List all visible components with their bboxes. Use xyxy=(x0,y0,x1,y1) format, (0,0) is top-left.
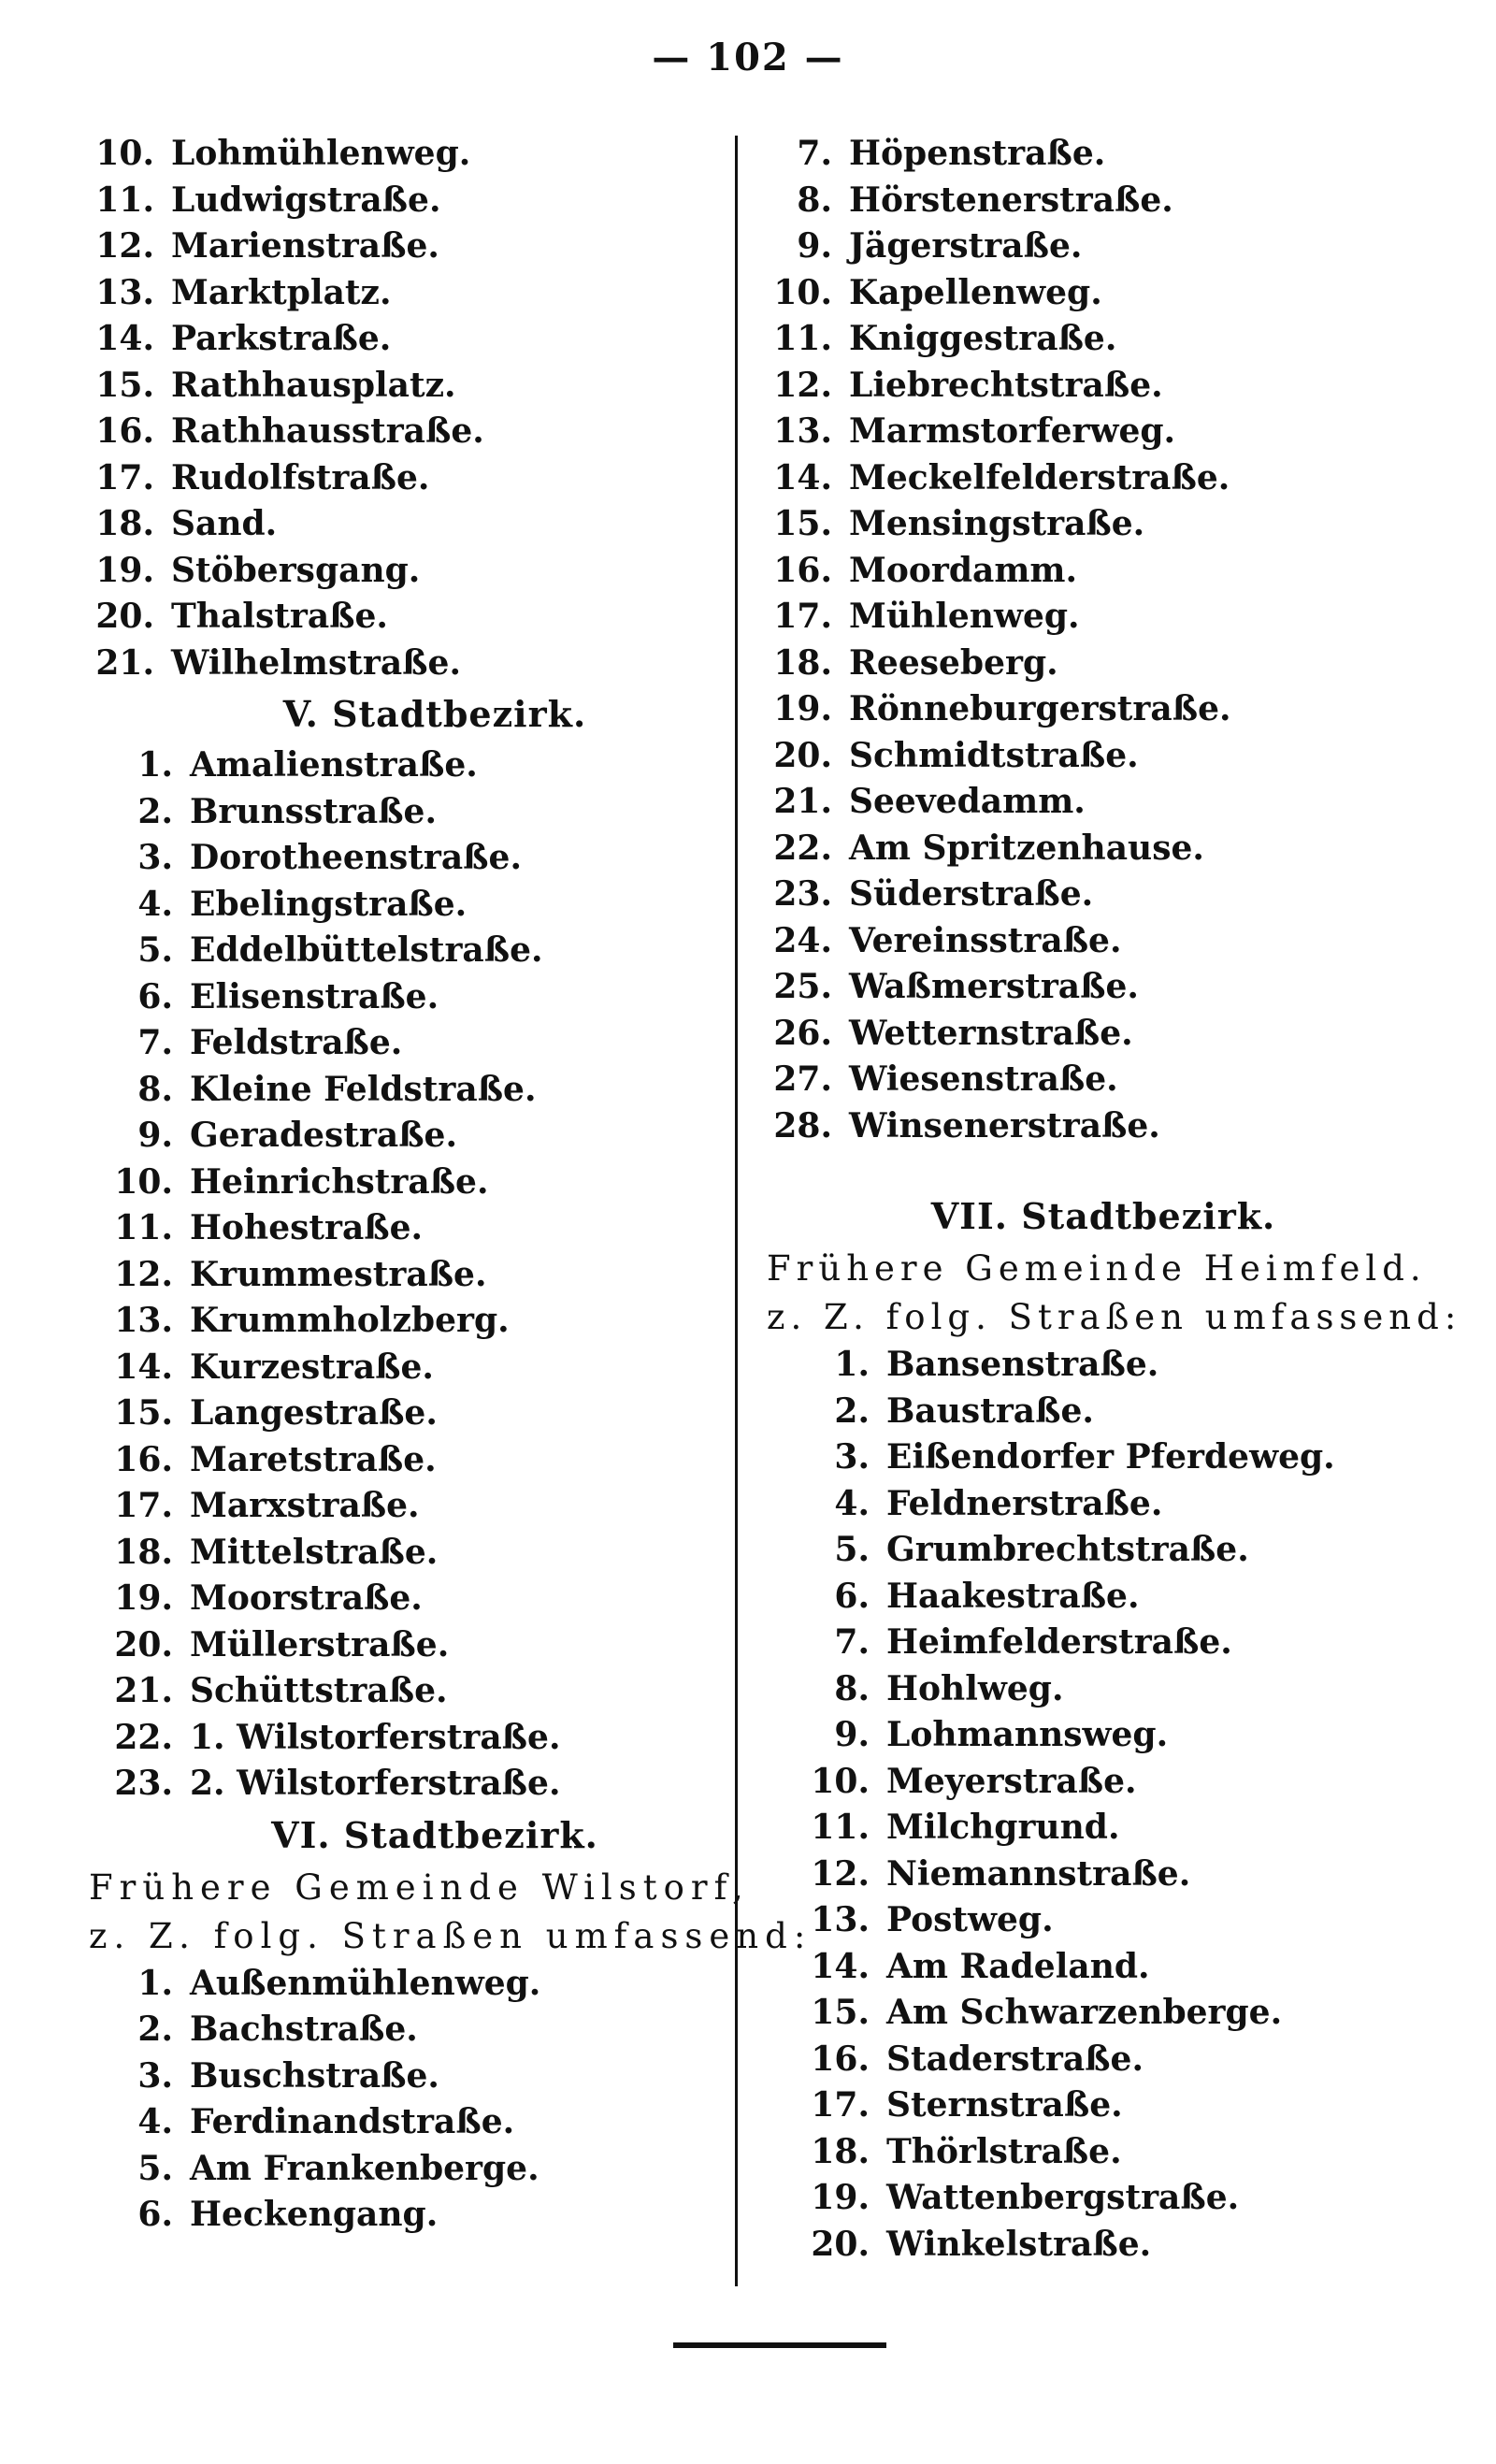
item-number: 12. xyxy=(95,226,154,266)
list-item xyxy=(767,826,1440,872)
list-item xyxy=(767,779,1440,826)
list-item xyxy=(89,270,762,317)
street-name: Jägerstraße. xyxy=(849,226,1083,266)
item-number: 13. xyxy=(95,272,154,312)
list-item xyxy=(767,455,1440,502)
district-heading-vii: VII. Stadtbezirk. xyxy=(930,1195,1276,1237)
list-item xyxy=(767,1897,1440,1944)
list-item xyxy=(89,178,762,224)
item-number: 23. xyxy=(114,1764,173,1803)
list-item xyxy=(89,1067,762,1114)
list-item xyxy=(767,1944,1440,1991)
item-number: 17. xyxy=(114,1486,173,1525)
list-item xyxy=(767,363,1440,410)
street-name: Ebelingstraße. xyxy=(190,884,468,924)
list-item xyxy=(767,2037,1440,2083)
item-number: 15. xyxy=(114,1393,173,1433)
list-item xyxy=(89,1298,762,1345)
street-name: Meckelfelderstraße. xyxy=(849,457,1230,497)
list-item xyxy=(767,1712,1440,1759)
item-number: 20. xyxy=(95,597,154,636)
item-number: 20. xyxy=(114,1624,173,1664)
street-name: Hörstenerstraße. xyxy=(849,180,1173,220)
item-number: 4. xyxy=(834,1483,870,1523)
street-name: Sand. xyxy=(171,504,278,543)
item-number: 21. xyxy=(95,642,154,683)
item-number: 11. xyxy=(95,180,154,220)
list-item xyxy=(767,1620,1440,1666)
list-item xyxy=(767,641,1440,687)
street-name: Schüttstraße. xyxy=(190,1671,448,1710)
street-name: Postweg. xyxy=(886,1900,1054,1939)
item-number: 13. xyxy=(811,1900,870,1939)
end-rule xyxy=(673,2342,886,2348)
street-name: Ludwigstraße. xyxy=(171,180,441,220)
street-name: Niemannstraße. xyxy=(886,1853,1191,1894)
list-item xyxy=(89,223,762,270)
street-name: Vereinsstraße. xyxy=(849,920,1122,960)
street-name: Brunsstraße. xyxy=(190,791,437,831)
item-number: 4. xyxy=(137,884,173,924)
item-number: 13. xyxy=(114,1301,173,1340)
item-number: 14. xyxy=(811,1946,870,1986)
street-name: Müllerstraße. xyxy=(190,1624,450,1664)
item-number: 6. xyxy=(137,976,173,1016)
item-number: 5. xyxy=(834,1530,870,1569)
list-item xyxy=(767,1805,1440,1852)
item-number: 9. xyxy=(137,1116,173,1155)
street-name: Parkstraße. xyxy=(171,319,392,358)
street-name: Hohestraße. xyxy=(190,1208,424,1247)
item-number: 18. xyxy=(95,504,154,543)
list-item xyxy=(89,363,762,410)
list-item xyxy=(89,1437,762,1484)
district-subtitle: z. Z. folg. Straßen umfassend: xyxy=(767,1297,1462,1337)
street-name: Elisenstraße. xyxy=(190,976,439,1016)
list-item xyxy=(767,1666,1440,1713)
street-name: Staderstraße. xyxy=(886,2039,1144,2079)
list-item xyxy=(89,316,762,363)
street-name: Eißendorfer Pferdeweg. xyxy=(886,1437,1335,1477)
item-number: 8. xyxy=(137,1069,173,1109)
street-name: Eddelbüttelstraße. xyxy=(190,930,543,970)
street-name: Höpenstraße. xyxy=(849,134,1106,173)
street-name: Moorstraße. xyxy=(190,1578,423,1618)
street-name: Kurzestraße. xyxy=(190,1347,434,1387)
item-number: 5. xyxy=(137,2148,173,2188)
list-item xyxy=(767,131,1440,178)
item-number: 23. xyxy=(773,874,832,914)
list-item xyxy=(89,1668,762,1715)
item-number: 17. xyxy=(95,457,154,497)
list-item xyxy=(89,501,762,548)
item-number: 22. xyxy=(773,828,832,868)
street-list xyxy=(767,1342,1440,2268)
list-item xyxy=(767,1057,1440,1103)
list-item xyxy=(89,882,762,929)
street-name: Hohlweg. xyxy=(886,1668,1064,1708)
street-name: Stöbersgang. xyxy=(171,550,421,590)
street-name: Rathhausplatz. xyxy=(171,365,456,405)
list-item xyxy=(89,1020,762,1067)
item-number: 22. xyxy=(114,1717,173,1757)
street-name: Am Spritzenhause. xyxy=(849,828,1204,868)
street-list xyxy=(89,742,762,1808)
item-number: 17. xyxy=(811,2085,870,2125)
list-item xyxy=(767,2175,1440,2222)
street-name: Seevedamm. xyxy=(849,782,1086,821)
street-name: Bachstraße. xyxy=(190,2010,418,2049)
street-name: Kniggestraße. xyxy=(849,319,1117,358)
street-name: Wilhelmstraße. xyxy=(171,642,461,683)
list-item xyxy=(89,1345,762,1391)
item-number: 5. xyxy=(137,930,173,970)
item-number: 15. xyxy=(811,1993,870,2032)
street-name: Thörlstraße. xyxy=(886,2131,1122,2171)
street-name: Buschstraße. xyxy=(190,2055,439,2096)
item-number: 14. xyxy=(773,457,832,497)
item-number: 1. xyxy=(834,1345,870,1384)
item-number: 12. xyxy=(114,1254,173,1294)
district-subtitle: Frühere Gemeinde Wilstorf, xyxy=(89,1866,750,1908)
list-item xyxy=(767,1852,1440,1898)
list-item xyxy=(89,2146,762,2193)
street-name: Bansenstraße. xyxy=(886,1345,1159,1384)
list-item xyxy=(89,1715,762,1762)
street-name: Moordamm. xyxy=(849,550,1078,590)
district-heading-vi: VI. Stadtbezirk. xyxy=(271,1813,598,1856)
item-number: 21. xyxy=(114,1671,173,1710)
street-name: Marxstraße. xyxy=(190,1486,420,1525)
street-name: Am Frankenberge. xyxy=(190,2148,539,2188)
item-number: 10. xyxy=(773,272,832,312)
street-name: Waßmerstraße. xyxy=(849,967,1139,1006)
street-name: Winkelstraße. xyxy=(886,2224,1152,2264)
street-list xyxy=(767,131,1440,1149)
item-number: 16. xyxy=(114,1439,173,1479)
list-item xyxy=(767,178,1440,224)
item-number: 14. xyxy=(114,1347,173,1387)
street-name: Dorotheenstraße. xyxy=(190,838,522,877)
list-item xyxy=(767,1759,1440,1806)
street-name: Marienstraße. xyxy=(171,226,439,266)
street-name: Ferdinandstraße. xyxy=(190,2102,515,2141)
street-name: Kleine Feldstraße. xyxy=(190,1069,537,1109)
item-number: 20. xyxy=(811,2224,870,2264)
street-name: Reeseberg. xyxy=(849,642,1058,683)
street-name: Winsenerstraße. xyxy=(849,1105,1160,1146)
street-name: Maretstraße. xyxy=(190,1439,437,1479)
list-item xyxy=(89,974,762,1021)
list-item xyxy=(89,742,762,789)
item-number: 8. xyxy=(797,180,832,220)
item-number: 6. xyxy=(834,1576,870,1616)
list-item xyxy=(89,1391,762,1437)
item-number: 11. xyxy=(811,1808,870,1847)
street-name: Heckengang. xyxy=(190,2195,439,2234)
item-number: 7. xyxy=(137,1023,173,1062)
list-item xyxy=(89,1252,762,1299)
list-item xyxy=(89,594,762,641)
list-item xyxy=(89,1761,762,1808)
item-number: 10. xyxy=(114,1161,173,1202)
street-name: Rudolfstraße. xyxy=(171,457,430,497)
street-name: Baustraße. xyxy=(886,1391,1094,1431)
list-item xyxy=(767,918,1440,965)
list-item xyxy=(89,131,762,178)
item-number: 28. xyxy=(773,1105,832,1146)
list-item xyxy=(89,1961,762,2008)
street-name: Außenmühlenweg. xyxy=(190,1963,541,2003)
list-item xyxy=(89,2053,762,2100)
item-number: 17. xyxy=(773,597,832,636)
list-item xyxy=(767,686,1440,733)
street-list xyxy=(89,131,762,686)
list-item xyxy=(89,789,762,836)
list-item xyxy=(767,270,1440,317)
page-number: — 102 — xyxy=(652,36,844,79)
street-name: Heimfelderstraße. xyxy=(886,1622,1232,1662)
item-number: 6. xyxy=(137,2195,173,2234)
street-list xyxy=(89,1961,762,2239)
list-item xyxy=(89,1483,762,1530)
list-item xyxy=(89,2192,762,2239)
street-name: Langestraße. xyxy=(190,1393,438,1433)
list-item xyxy=(767,548,1440,595)
street-name: Marmstorferweg. xyxy=(849,411,1176,451)
street-name: Haakestraße. xyxy=(886,1576,1140,1616)
street-name: Feldnerstraße. xyxy=(886,1483,1163,1523)
list-item xyxy=(767,409,1440,455)
item-number: 14. xyxy=(95,319,154,358)
street-name: Mühlenweg. xyxy=(849,597,1080,636)
list-item xyxy=(89,1113,762,1160)
item-number: 3. xyxy=(834,1437,870,1477)
item-number: 11. xyxy=(773,319,832,358)
street-name: 2. Wilstorferstraße. xyxy=(190,1764,561,1803)
item-number: 15. xyxy=(95,365,154,405)
street-name: Krummestraße. xyxy=(190,1254,487,1294)
street-name: Krummholzberg. xyxy=(190,1301,510,1340)
list-item xyxy=(89,2099,762,2146)
list-item xyxy=(89,455,762,502)
item-number: 2. xyxy=(137,791,173,831)
list-item xyxy=(89,835,762,882)
street-name: Süderstraße. xyxy=(849,874,1094,914)
list-item xyxy=(89,1205,762,1252)
item-number: 10. xyxy=(811,1761,870,1801)
item-number: 7. xyxy=(834,1622,870,1662)
district-subtitle: Frühere Gemeinde Heimfeld. xyxy=(767,1248,1427,1289)
item-number: 16. xyxy=(811,2039,870,2079)
item-number: 27. xyxy=(773,1059,832,1099)
street-name: Am Schwarzenberge. xyxy=(886,1993,1283,2032)
list-item xyxy=(767,501,1440,548)
item-number: 19. xyxy=(95,550,154,590)
list-item xyxy=(89,2007,762,2053)
item-number: 21. xyxy=(773,782,832,821)
list-item xyxy=(767,1103,1440,1150)
item-number: 19. xyxy=(114,1578,173,1618)
street-name: Meyerstraße. xyxy=(886,1761,1137,1801)
item-number: 10. xyxy=(95,134,154,173)
street-name: Heinrichstraße. xyxy=(190,1161,489,1202)
street-name: Amalienstraße. xyxy=(190,745,478,785)
list-item xyxy=(89,409,762,455)
right-column xyxy=(767,131,1462,2268)
street-name: Schmidtstraße. xyxy=(849,735,1139,775)
section-gap xyxy=(767,1149,1440,1189)
item-number: 1. xyxy=(137,745,173,785)
list-item xyxy=(767,2129,1440,2176)
street-name: Wiesenstraße. xyxy=(849,1059,1118,1099)
street-name: Kapellenweg. xyxy=(849,272,1102,312)
item-number: 15. xyxy=(773,504,832,543)
item-number: 25. xyxy=(773,967,832,1006)
item-number: 18. xyxy=(773,642,832,683)
list-item xyxy=(767,1990,1440,2037)
item-number: 12. xyxy=(773,365,832,405)
item-number: 12. xyxy=(811,1853,870,1894)
item-number: 13. xyxy=(773,411,832,451)
item-number: 2. xyxy=(137,2010,173,2049)
item-number: 20. xyxy=(773,735,832,775)
street-name: Thalstraße. xyxy=(171,597,388,636)
list-item xyxy=(89,1622,762,1669)
street-name: Wetternstraße. xyxy=(849,1013,1133,1053)
item-number: 18. xyxy=(811,2131,870,2171)
item-number: 3. xyxy=(137,838,173,877)
street-name: 1. Wilstorferstraße. xyxy=(190,1717,561,1757)
list-item xyxy=(767,1527,1440,1574)
item-number: 2. xyxy=(834,1391,870,1431)
list-item xyxy=(767,1389,1440,1435)
street-name: Mensingstraße. xyxy=(849,504,1145,543)
list-item xyxy=(767,1574,1440,1621)
street-name: Mittelstraße. xyxy=(190,1532,439,1572)
district-subtitle: z. Z. folg. Straßen umfassend: xyxy=(89,1915,813,1956)
list-item xyxy=(89,1530,762,1577)
list-item xyxy=(767,2082,1440,2129)
list-item xyxy=(767,2222,1440,2269)
item-number: 16. xyxy=(95,411,154,451)
street-name: Feldstraße. xyxy=(190,1023,403,1062)
list-item xyxy=(767,964,1440,1011)
item-number: 19. xyxy=(811,2178,870,2217)
list-item xyxy=(767,223,1440,270)
item-number: 8. xyxy=(834,1668,870,1708)
item-number: 26. xyxy=(773,1013,832,1053)
street-name: Geradestraße. xyxy=(190,1116,457,1155)
list-item xyxy=(767,733,1440,780)
street-name: Rönneburgerstraße. xyxy=(849,689,1231,728)
list-item xyxy=(767,1434,1440,1481)
list-item xyxy=(89,1160,762,1206)
list-item xyxy=(767,594,1440,641)
list-item xyxy=(89,548,762,595)
item-number: 11. xyxy=(114,1208,173,1247)
list-item xyxy=(767,316,1440,363)
item-number: 16. xyxy=(773,550,832,590)
item-number: 1. xyxy=(137,1963,173,2003)
list-item xyxy=(767,1011,1440,1058)
item-number: 3. xyxy=(137,2055,173,2096)
item-number: 18. xyxy=(114,1532,173,1572)
district-heading-v: V. Stadtbezirk. xyxy=(282,693,587,735)
street-name: Liebrechtstraße. xyxy=(849,365,1163,405)
list-item xyxy=(767,1481,1440,1528)
street-name: Wattenbergstraße. xyxy=(886,2178,1240,2217)
list-item xyxy=(767,872,1440,918)
street-name: Lohmannsweg. xyxy=(886,1715,1169,1754)
item-number: 7. xyxy=(797,134,832,173)
item-number: 9. xyxy=(797,226,832,266)
street-name: Marktplatz. xyxy=(171,272,392,312)
list-item xyxy=(89,928,762,974)
street-name: Grumbrechtstraße. xyxy=(886,1530,1249,1569)
list-item xyxy=(89,641,762,687)
item-number: 24. xyxy=(773,920,832,960)
street-name: Milchgrund. xyxy=(886,1808,1120,1847)
item-number: 19. xyxy=(773,689,832,728)
list-item xyxy=(767,1342,1440,1389)
street-name: Lohmühlenweg. xyxy=(171,134,471,173)
item-number: 9. xyxy=(834,1715,870,1754)
list-item xyxy=(89,1576,762,1622)
street-name: Rathhausstraße. xyxy=(171,411,484,451)
item-number: 4. xyxy=(137,2102,173,2141)
street-name: Sternstraße. xyxy=(886,2085,1123,2125)
street-name: Am Radeland. xyxy=(886,1946,1150,1986)
